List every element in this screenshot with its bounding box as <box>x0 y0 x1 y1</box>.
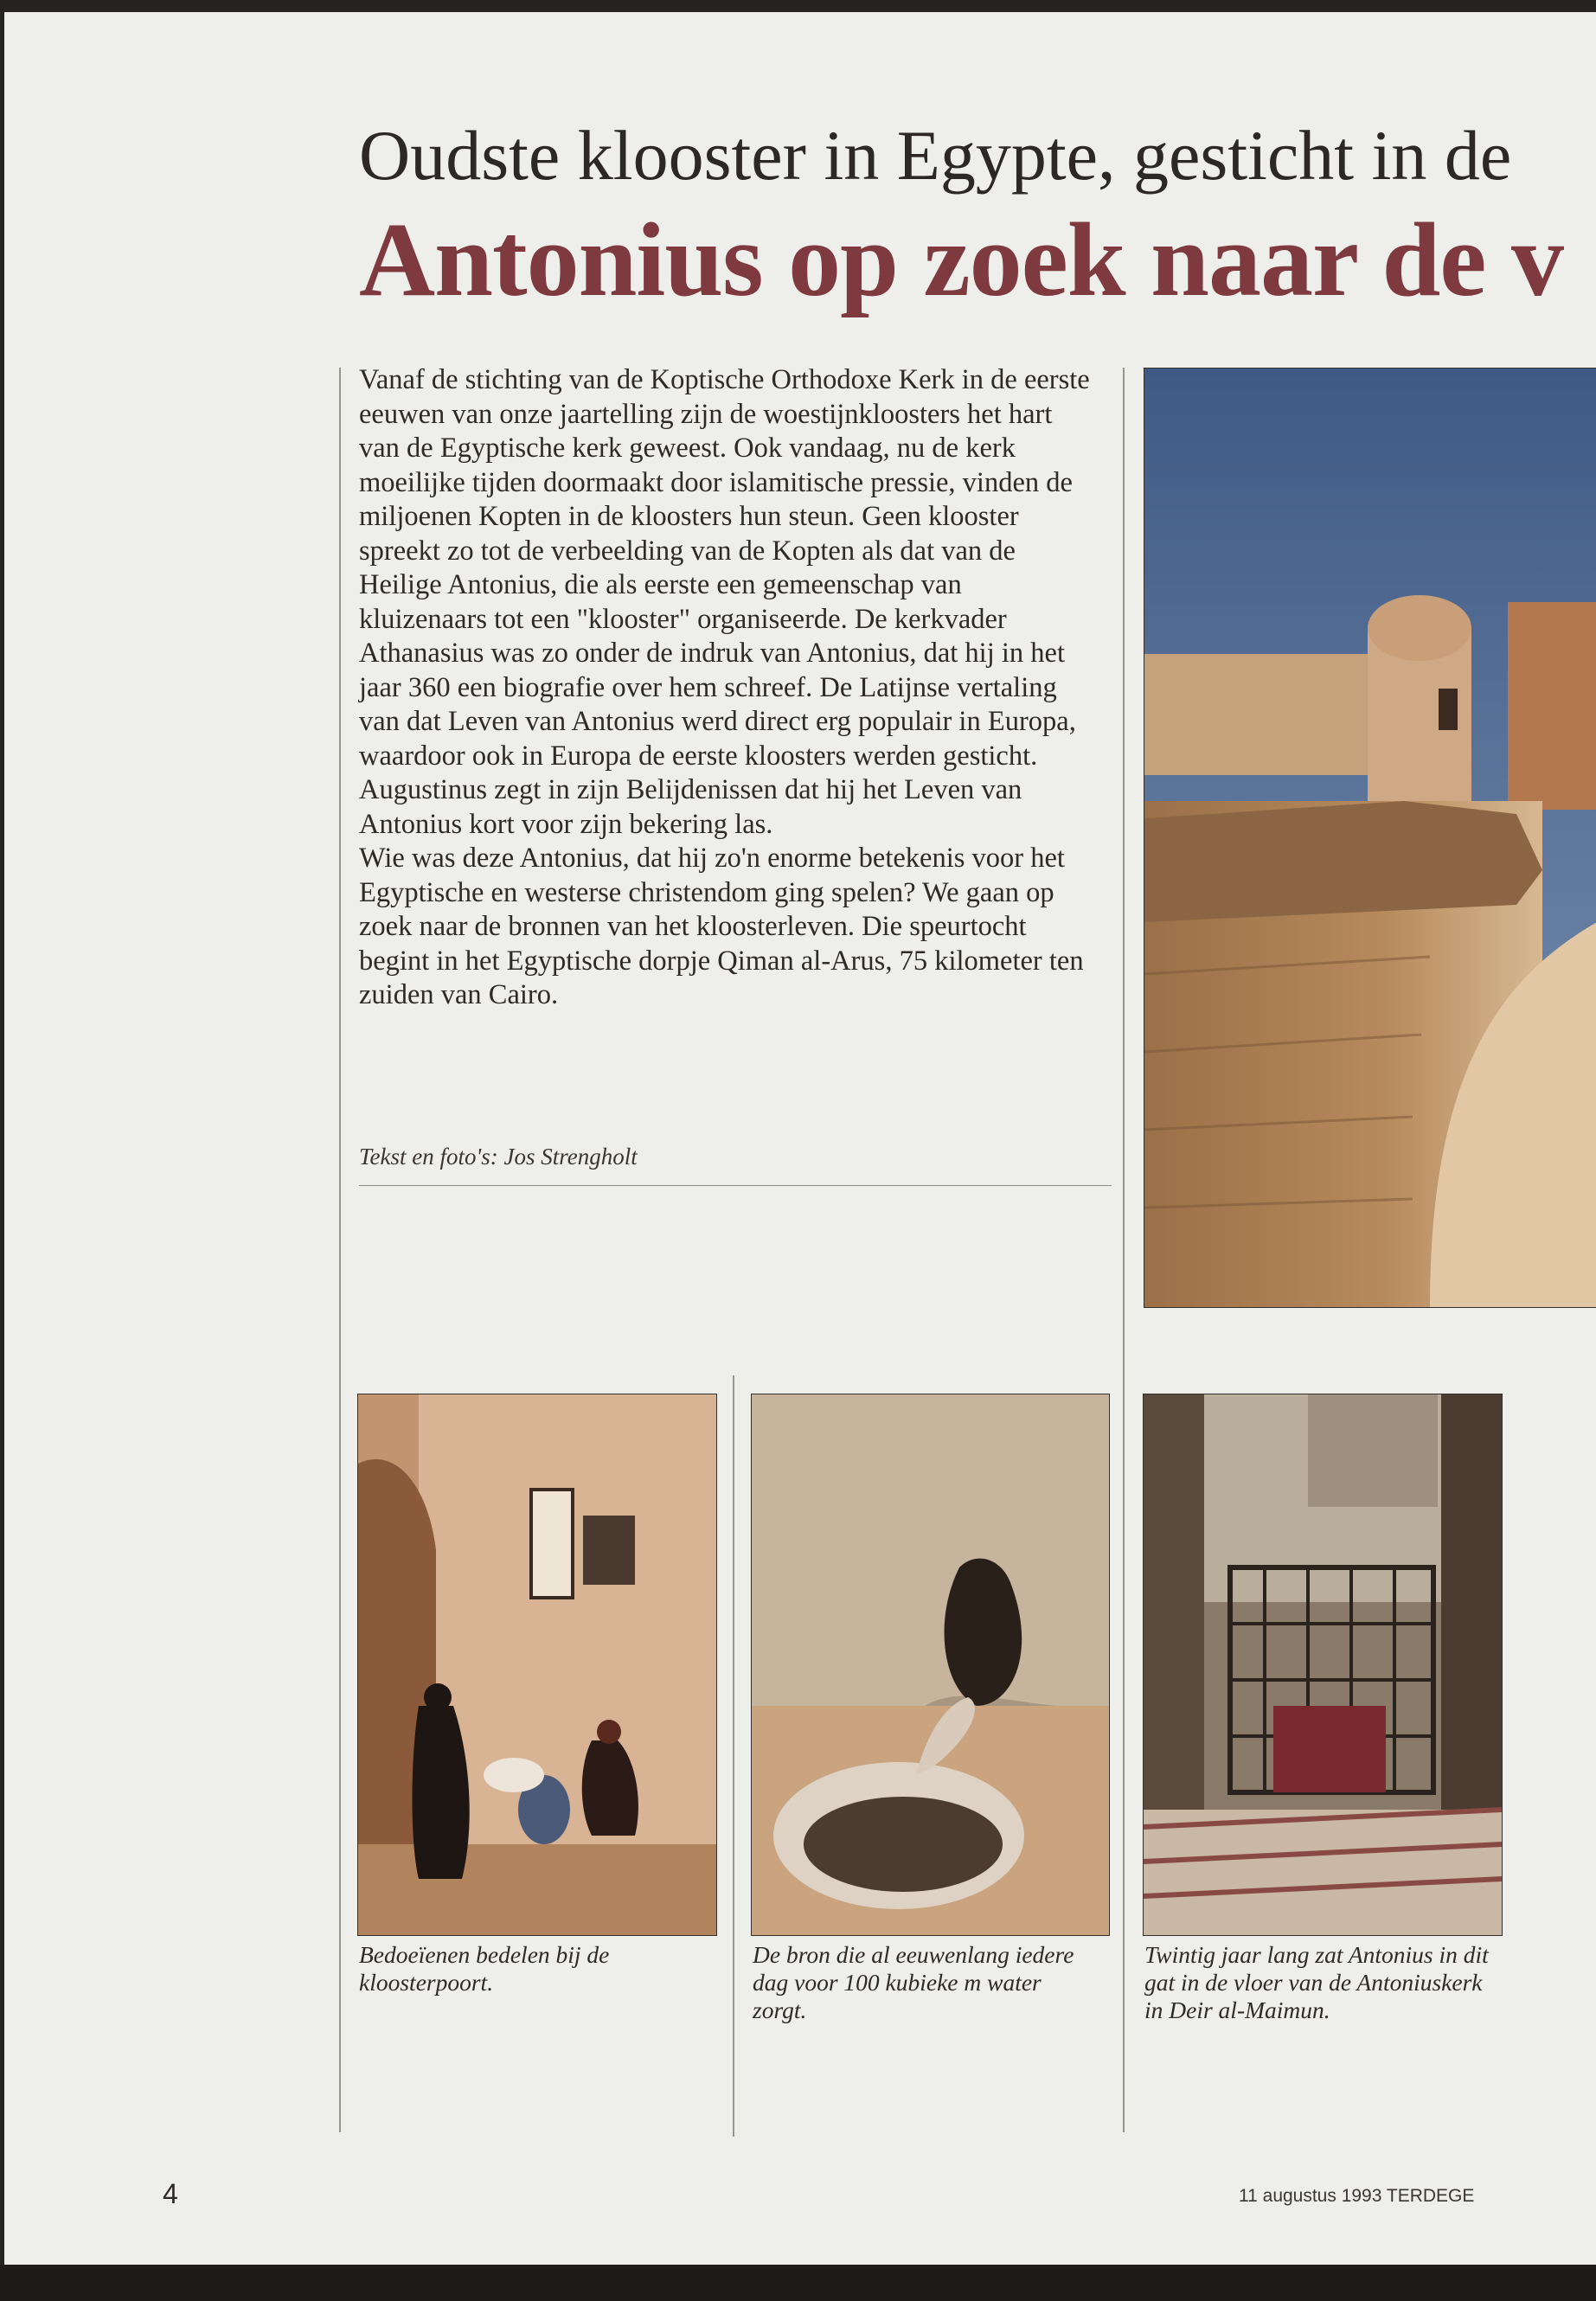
photo-credit: Tekst en foto's: Jos Strengholt <box>359 1144 638 1170</box>
article-headline: Antonius op zoek naar de v <box>359 203 1563 317</box>
spring-well-photo <box>751 1394 1110 1936</box>
caption-spring: De bron die al eeuwenlang iedere dag voor 100 kubieke m water zorgt. <box>753 1941 1074 2023</box>
column-rule-left <box>339 368 341 2132</box>
scan-edge-left <box>0 0 4 2301</box>
page-number: 4 <box>163 2178 178 2209</box>
article-kicker: Oudste klooster in Egypte, gesticht in de <box>359 116 1512 195</box>
column-rule-right <box>1123 368 1125 2132</box>
caption-bedouins: Bedoeïenen bedelen bij de kloosterpoort. <box>359 1941 610 1996</box>
monastery-photo <box>1144 368 1596 1308</box>
scan-edge-top <box>0 0 1596 12</box>
church-floor-cell-photo <box>1143 1394 1503 1936</box>
intro-paragraph-2: Wie was deze Antonius, dat hij zo'n enorme betekenis voor het Egyptische en westerse christendom ging spelen? We gaan op zoek naar de bronnen van het kloosterleven. Die speurtocht begint in het Egyptische dorpje Qiman al-Arus, 75 kilometer ten zuiden van Cairo. <box>359 843 1084 1010</box>
column-rule-middle <box>733 1375 734 2137</box>
bedouins-photo <box>357 1394 717 1936</box>
scan-edge-bottom <box>0 2265 1596 2301</box>
intro-text <box>359 363 1094 1013</box>
credit-divider <box>359 1185 1112 1186</box>
intro-paragraph-1: Vanaf de stichting van de Koptische Orthodoxe Kerk in de eerste eeuwen van onze jaartelling zijn de woestijnkloosters het hart van de Egyptische kerk geweest. Ook vandaag, nu de kerk moeilijke tijden doormaakt door islamitische pressie, vinden de miljoenen Kopten in de kloosters hun steun. Geen klooster spreekt zo tot de verbeelding van de Kopten als dat van de Heilige Antonius, die als eerste een gemeenschap van kluizenaars tot een "klooster" organiseerde. De kerkvader Athanasius was zo onder de indruk van Antonius, dat hij in het jaar 360 een biografie over hem schreef. De Latijnse vertaling van dat Leven van Antonius werd direct erg populair in Europa, waardoor ook in Europa de eerste kloosters werden gesticht. Augustinus zegt in zijn Belijdenissen dat hij het Leven van Antonius kort voor zijn bekering las. <box>359 364 1090 840</box>
issue-date-footer: 11 augustus 1993 TERDEGE <box>1239 2186 1475 2206</box>
caption-antonius-cell: Twintig jaar lang zat Antonius in dit gat in de vloer van de Antoniuskerk in Deir al-Maimun. <box>1144 1941 1489 2023</box>
